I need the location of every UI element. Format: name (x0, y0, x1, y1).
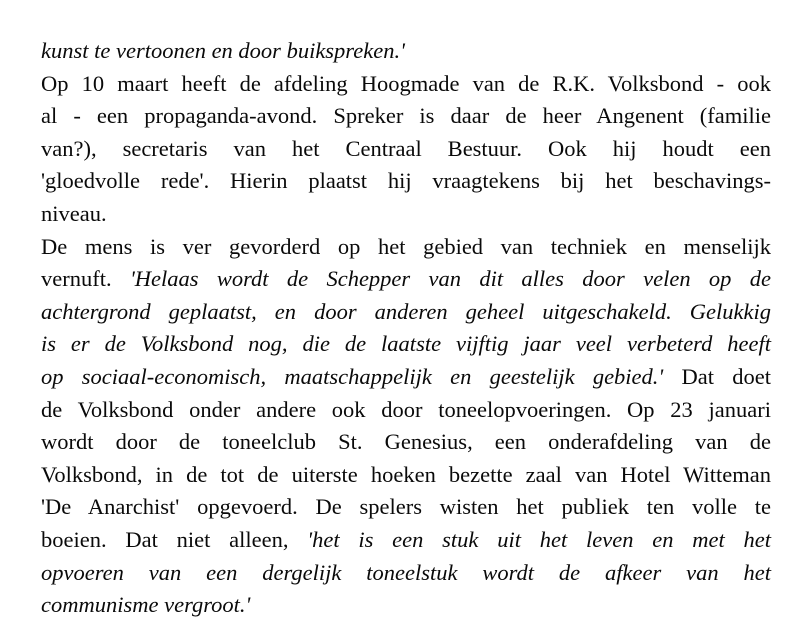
body-text: de Volksbond onder andere ook door toneelopvoeringen. Op 23 januari (41, 396, 771, 422)
text-line (41, 560, 771, 586)
body-text: Op 10 maart heeft de afdeling Hoogmade van de R.K. Volksbond - ook (41, 70, 771, 96)
text-line (41, 462, 771, 488)
italic-quote-text: op sociaal-economisch, maatschappelijk en geestelijk gebied.' (41, 364, 664, 389)
text-line (41, 527, 771, 553)
text-line (41, 266, 771, 292)
text-line (41, 103, 771, 129)
italic-quote-text: 'het is een stuk uit het leven en met het (307, 527, 772, 552)
text-line (41, 397, 771, 423)
body-text: 'gloedvolle rede'. Hierin plaatst hij vraagtekens bij het beschavings- (41, 168, 771, 194)
body-text: boeien. Dat niet alleen, (41, 527, 308, 552)
text-line (41, 201, 771, 227)
text-line (41, 592, 771, 618)
body-text: 'De Anarchist' opgevoerd. De spelers wisten het publiek ten volle te (41, 494, 771, 520)
body-text: niveau. (41, 201, 107, 226)
italic-quote-text: communisme vergroot.' (41, 592, 251, 618)
text-line (41, 71, 771, 97)
text-line (41, 429, 771, 455)
body-text: vernuft. (41, 266, 130, 292)
italic-quote-text: achtergrond geplaatst, en door anderen geheel uitgeschakeld. Gelukkig (41, 298, 771, 324)
italic-quote-text: opvoeren van een dergelijk toneelstuk wordt de afkeer van het (41, 559, 771, 585)
body-text: wordt door de toneelclub St. Genesius, een onderafdeling van de (41, 429, 771, 455)
body-text: Volksbond, in de tot de uiterste hoeken bezette zaal van Hotel Witteman (41, 461, 771, 487)
body-text: al - een propaganda-avond. Spreker is daar de heer Angenent (familie (41, 103, 771, 129)
text-line (41, 168, 771, 194)
text-line (41, 234, 771, 260)
text-line (41, 494, 771, 520)
body-text: van?), secretaris van het Centraal Bestuur. Ook hij houdt een (41, 135, 771, 161)
text-line (41, 136, 771, 162)
italic-quote-text: 'Helaas wordt de Schepper van dit alles door velen op de (129, 266, 772, 292)
text-line (41, 299, 771, 325)
body-text: De mens is ver gevorderd op het gebied van techniek en menselijk (41, 233, 771, 259)
italic-quote-text: kunst te vertoonen en door buikspreken.' (41, 38, 405, 63)
text-line (41, 38, 771, 64)
body-text: Dat doet (663, 364, 771, 389)
text-line (41, 364, 771, 390)
italic-quote-text: is er de Volksbond nog, die de laatste vijftig jaar veel verbeterd heeft (41, 331, 771, 357)
text-line (41, 331, 771, 357)
